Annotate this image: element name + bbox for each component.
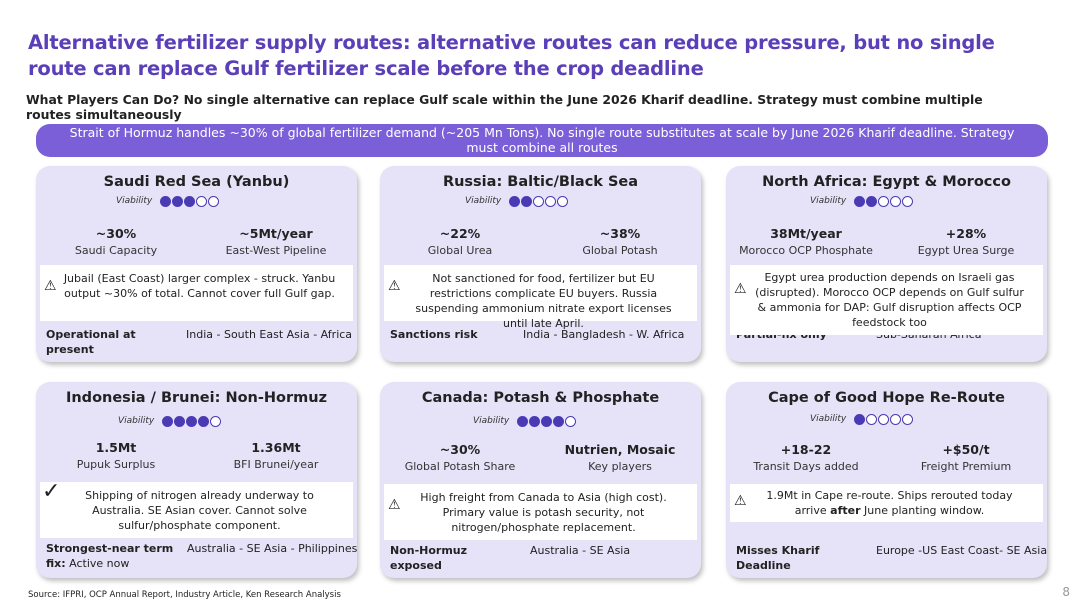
route-regions: India - South East Asia - Africa <box>186 328 353 341</box>
viability-dots <box>160 196 220 207</box>
note-box <box>40 265 353 321</box>
route-card-cape-of-good-hope <box>726 382 1047 578</box>
page-title: Alternative fertilizer supply routes: alternative routes can reduce pressure, but no single route can replace Gulf fertilizer scale before the crop deadline <box>28 31 995 80</box>
summary-banner: Strait of Hormuz handles ~30% of global fertilizer demand (~205 Mn Tons). No single route substitutes at scale by June 2026 Kharif deadline. Strategy must combine all routes <box>36 124 1048 157</box>
note-text: High freight from Canada to Asia (high cost). Primary value is potash security, not nitrogen/phosphate replacement. <box>420 491 667 534</box>
viability-dot-filled <box>553 416 564 427</box>
metric-label: Key players <box>588 460 652 473</box>
viability-dot-filled <box>854 414 865 425</box>
metric-2 <box>540 226 700 259</box>
viability-dot-empty <box>902 414 913 425</box>
status-label: Sanctions risk <box>390 328 478 341</box>
viability-dot-empty <box>890 196 901 207</box>
metric-2 <box>196 226 356 259</box>
viability-dot-filled <box>521 196 532 207</box>
metric-label: East-West Pipeline <box>225 244 327 257</box>
note-text: Not sanctioned for food, fertilizer but EU restrictions complicate EU buyers. Russia suspending ammonium nitrate export licenses until late April. <box>415 272 672 330</box>
metric-label: Morocco OCP Phosphate <box>739 244 873 257</box>
route-card-indonesia-brunei <box>36 382 357 578</box>
viability-dot-filled <box>162 416 173 427</box>
metric-label: Transit Days added <box>753 460 859 473</box>
status-label: Non-Hormuz exposed <box>390 544 468 572</box>
metric-label: Saudi Capacity <box>74 244 158 257</box>
note-text-pre: 1.9Mt in Cape re-route. Ships rerouted today arrive <box>766 489 1013 517</box>
viability-dot-empty <box>565 416 576 427</box>
metric-value: 38Mt/year <box>770 226 842 241</box>
viability-rating <box>810 412 914 426</box>
viability-dot-empty <box>208 196 219 207</box>
warning-icon: ⚠ <box>388 497 401 513</box>
card-title: Indonesia / Brunei: Non-Hormuz <box>65 390 328 406</box>
viability-dots <box>162 416 222 427</box>
metric-value: ~38% <box>599 226 641 241</box>
note-box <box>384 265 697 330</box>
viability-label: Viability <box>118 416 155 426</box>
warning-icon: ⚠ <box>734 281 747 297</box>
metric-1 <box>380 226 540 259</box>
viability-label: Viability <box>116 196 153 206</box>
metric-value: ~30% <box>439 442 481 457</box>
metric-value: 1.5Mt <box>95 440 137 455</box>
route-card-saudi <box>36 166 357 362</box>
note-text: Shipping of nitrogen already underway to Australia. SE Asian cover. Cannot solve sulfur/phosphate component. <box>85 489 314 532</box>
note-text-post: June planting window. <box>860 504 985 517</box>
viability-dot-empty <box>196 196 207 207</box>
page-subtitle: What Players Can Do? No single alternative can replace Gulf scale within the June 2026 Kharif deadline. Strategy must combine multiple routes simultaneously <box>26 92 983 122</box>
viability-dot-filled <box>529 416 540 427</box>
metric-value: +28% <box>945 226 987 241</box>
metric-1 <box>36 226 196 259</box>
viability-dot-filled <box>541 416 552 427</box>
viability-dot-empty <box>866 414 877 425</box>
viability-dot-empty <box>878 196 889 207</box>
warning-icon: ⚠ <box>734 493 747 509</box>
source-note: Source: IFPRI, OCP Annual Report, Industry Article, Ken Research Analysis <box>28 590 341 600</box>
note-box <box>730 484 1043 522</box>
route-card-russia <box>380 166 701 362</box>
card-title: Cape of Good Hope Re-Route <box>768 390 1005 406</box>
viability-label: Viability <box>473 416 510 426</box>
metric-label: Egypt Urea Surge <box>917 244 1015 257</box>
viability-dots <box>854 196 914 207</box>
checkmark-icon: ✓ <box>42 479 61 504</box>
note-text-bold: after <box>830 504 861 517</box>
viability-dot-filled <box>866 196 877 207</box>
page-number: 8 <box>1062 585 1070 599</box>
metric-label: Global Potash <box>582 244 658 257</box>
viability-dots <box>517 416 577 427</box>
viability-dot-empty <box>210 416 221 427</box>
route-regions: Australia - SE Asia <box>530 544 631 557</box>
viability-dots <box>854 414 914 425</box>
viability-dot-filled <box>198 416 209 427</box>
status-label-extra: Active now <box>65 557 130 570</box>
viability-dot-empty <box>890 414 901 425</box>
route-card-north-africa <box>726 166 1047 362</box>
metric-value: Nutrien, Mosaic <box>564 442 676 457</box>
viability-dot-empty <box>557 196 568 207</box>
viability-dot-empty <box>902 196 913 207</box>
viability-dot-filled <box>172 196 183 207</box>
status-label <box>46 541 181 571</box>
metric-2 <box>540 442 700 475</box>
card-title: North Africa: Egypt & Morocco <box>762 174 1011 190</box>
route-regions: Europe -US East Coast- SE Asia <box>876 544 1048 557</box>
card-title: Russia: Baltic/Black Sea <box>442 174 639 190</box>
metric-label: Pupuk Surplus <box>76 458 156 471</box>
metric-1 <box>726 442 886 475</box>
note-text: Jubail (East Coast) larger complex - struck. Yanbu output ~30% of total. Cannot cover full Gulf gap. <box>63 272 336 300</box>
note-box <box>384 484 697 540</box>
viability-dots <box>509 196 569 207</box>
viability-rating <box>116 194 220 208</box>
route-card-canada <box>380 382 701 578</box>
warning-icon: ⚠ <box>388 278 401 294</box>
warning-icon: ⚠ <box>44 278 57 294</box>
viability-label: Viability <box>465 196 502 206</box>
metric-value: 1.36Mt <box>251 440 301 455</box>
note-text: Egypt urea production depends on Israeli gas (disrupted). Morocco OCP depends on Gulf sulfur & ammonia for DAP: Gulf disruption affects OCP feedstock too <box>755 271 1024 329</box>
viability-dot-filled <box>160 196 171 207</box>
metric-2 <box>886 226 1046 259</box>
metric-label: Freight Premium <box>920 460 1012 473</box>
metric-2 <box>196 440 356 473</box>
metric-label: Global Potash Share <box>404 460 516 473</box>
metric-1 <box>36 440 196 473</box>
metric-1 <box>726 226 886 259</box>
metric-1 <box>380 442 540 475</box>
metric-value: +$50/t <box>942 442 990 457</box>
metric-value: ~30% <box>95 226 137 241</box>
viability-dot-filled <box>509 196 520 207</box>
viability-dot-empty <box>878 414 889 425</box>
route-regions: Australia - SE Asia - Philippines <box>187 542 358 555</box>
route-regions: India - Bangladesh - W. Africa <box>523 328 685 341</box>
viability-rating <box>118 414 222 428</box>
viability-dot-filled <box>517 416 528 427</box>
viability-rating <box>473 414 577 428</box>
viability-label: Viability <box>810 414 847 424</box>
card-title: Saudi Red Sea (Yanbu) <box>103 174 290 190</box>
metric-value: ~5Mt/year <box>239 226 313 241</box>
viability-label: Viability <box>810 196 847 206</box>
status-label-bold: Strongest-near term fix: <box>46 542 174 570</box>
viability-dot-empty <box>545 196 556 207</box>
note-box <box>40 479 353 538</box>
metric-label: Global Urea <box>427 244 493 257</box>
metric-label: BFI Brunei/year <box>233 458 319 471</box>
metric-value: +18-22 <box>780 442 832 457</box>
card-title: Canada: Potash & Phosphate <box>421 390 660 406</box>
viability-dot-filled <box>184 196 195 207</box>
metric-value: ~22% <box>439 226 481 241</box>
viability-dot-filled <box>186 416 197 427</box>
metric-2 <box>886 442 1046 475</box>
viability-dot-filled <box>174 416 185 427</box>
status-label: Misses Kharif Deadline <box>736 544 820 572</box>
viability-rating <box>810 194 914 208</box>
viability-dot-filled <box>854 196 865 207</box>
note-box <box>730 265 1043 335</box>
viability-dot-empty <box>533 196 544 207</box>
viability-rating <box>465 194 569 208</box>
status-label: Operational at present <box>46 328 136 356</box>
